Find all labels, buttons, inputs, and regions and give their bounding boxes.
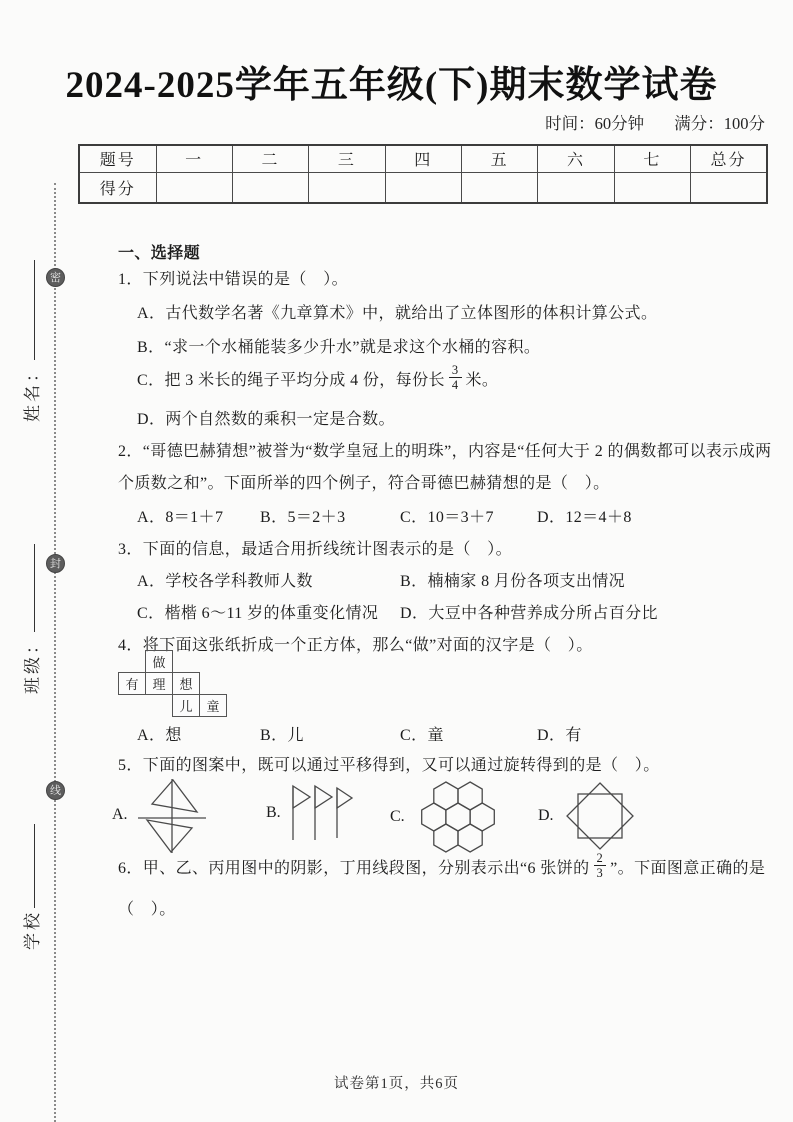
q5-figure-c-label: C. (390, 808, 405, 825)
q2-option-a: A．8＝1＋7 (137, 509, 224, 526)
q1-option-c (137, 364, 498, 394)
q5-figure-b (266, 783, 354, 843)
q1-option-c-unit: 米。 (465, 372, 499, 390)
student-name-label (18, 260, 43, 422)
score-cell-empty (614, 172, 690, 203)
score-table-header-cell: 三 (309, 145, 385, 172)
q3-stem: 3．下面的信息，最适合用折线统计图表示的是（ ）。 (118, 541, 513, 558)
q5-figure-c (390, 775, 504, 859)
score-cell-empty (538, 172, 614, 203)
star-figure (561, 777, 639, 855)
seal-badge-feng: 封 (46, 554, 65, 573)
section-title: 一、选择题 (118, 245, 201, 262)
school-text: 学校 (23, 910, 42, 950)
score-cell-empty (156, 172, 232, 203)
class-text: 班级： (23, 634, 42, 694)
score-table-header-cell: 二 (232, 145, 308, 172)
net-cell-you: 有 (118, 672, 146, 695)
q2-stem-line1: 2．“哥德巴赫猜想”被誉为“数学皇冠上的明珠”，内容是“任何大于 2 的偶数都可以表示成两 (118, 443, 772, 460)
score-table-header-cell: 一 (156, 145, 232, 172)
q3-option-b: B．楠楠家 8 月份各项支出情况 (400, 573, 626, 590)
q1-option-c-fraction: $\frac{3}{4}$ (449, 363, 462, 393)
net-cell-tong: 童 (199, 694, 227, 717)
q3-option-d: D．大豆中各种营养成分所占百分比 (400, 605, 658, 622)
score-table-header-cell: 题号 (79, 145, 156, 172)
cube-net-figure (118, 650, 228, 718)
exam-meta (519, 110, 765, 134)
q6-stem-text-end: ”。下面图意正确的是 (610, 860, 766, 878)
school-label (18, 824, 43, 950)
pinwheel-figure (135, 775, 209, 855)
q4-option-b: B．儿 (260, 727, 304, 744)
q5-figure-a-label: A. (112, 806, 128, 823)
q5-figure-d-label: D. (538, 807, 554, 824)
q5-figure-d (538, 777, 639, 855)
honeycomb-figure (412, 775, 504, 859)
score-cell-empty (309, 172, 385, 203)
q1-stem: 1．下列说法中错误的是（ ）。 (118, 271, 349, 288)
net-cell-li: 理 (145, 672, 173, 695)
school-blank (34, 824, 35, 908)
q1-option-b: B．“求一个水桶能装多少升水”就是求这个水桶的容积。 (137, 339, 541, 356)
score-cell-empty (691, 172, 767, 203)
q5-stem: 5．下面的图案中，既可以通过平移得到，又可以通过旋转得到的是（ ）。 (118, 757, 660, 774)
q1-option-d: D．两个自然数的乘积一定是合数。 (137, 411, 395, 428)
class-label (18, 544, 43, 694)
score-table-header-cell: 四 (385, 145, 461, 172)
q2-stem-line2: 个质数之和”。下面所举的四个例子，符合哥德巴赫猜想的是（ ）。 (118, 475, 610, 492)
score-cell-empty (385, 172, 461, 203)
student-name-text: 姓名： (23, 362, 42, 422)
score-cell-empty (462, 172, 538, 203)
q3-option-c: C．楷楷 6～11 岁的体重变化情况 (137, 605, 379, 622)
seal-badge-mi: 密 (46, 268, 65, 287)
questions-section (112, 240, 772, 940)
score-row-label: 得分 (79, 172, 156, 203)
q6-stem-line1 (118, 852, 765, 882)
q5-figure-a (112, 775, 209, 855)
class-blank (34, 544, 35, 632)
q4-option-c: C．童 (400, 727, 444, 744)
exam-time: 时间：60分钟 (545, 114, 645, 133)
net-cell-zuo: 做 (145, 650, 173, 673)
q1-option-a: A．古代数学名著《九章算术》中，就给出了立体图形的体积计算公式。 (137, 305, 658, 322)
q2-option-c: C．10＝3＋7 (400, 509, 494, 526)
page-title: 2024-2025学年五年级(下)期末数学试卷 (65, 65, 718, 106)
q1-option-c-text: C．把 3 米长的绳子平均分成 4 份，每份长 (137, 372, 445, 390)
flags-figure (288, 783, 354, 843)
q6-stem-line2: （ ）。 (118, 901, 176, 918)
score-table-header-cell: 六 (538, 145, 614, 172)
q5-figures-row (112, 775, 680, 857)
seal-dotted-line (54, 183, 56, 1122)
exam-full-score: 满分：100分 (674, 114, 765, 133)
q4-option-a: A．想 (137, 727, 182, 744)
seal-badge-xian: 线 (46, 781, 65, 800)
score-table-header-cell: 总分 (691, 145, 767, 172)
q4-option-d: D．有 (537, 727, 582, 744)
score-table-header-cell: 五 (462, 145, 538, 172)
page-footer: 试卷第1页，共6页 (334, 1076, 459, 1092)
q4-stem: 4．将下面这张纸折成一个正方体，那么“做”对面的汉字是（ ）。 (118, 637, 593, 654)
net-cell-xiang: 想 (172, 672, 200, 695)
score-table-header-cell: 七 (614, 145, 690, 172)
q2-option-d: D．12＝4＋8 (537, 509, 632, 526)
q5-figure-b-label: B. (266, 804, 281, 821)
q3-option-a: A．学校各学科教师人数 (137, 573, 313, 590)
q6-fraction: $\frac{2}{3}$ (594, 851, 607, 881)
q2-option-b: B．5＝2＋3 (260, 509, 346, 526)
q6-stem-text: 6．甲、乙、丙用图中的阴影，丁用线段图，分别表示出“6 张饼的 (118, 860, 590, 878)
net-cell-er: 儿 (172, 694, 200, 717)
score-cell-empty (232, 172, 308, 203)
score-table (78, 144, 768, 204)
student-name-blank (34, 260, 35, 360)
